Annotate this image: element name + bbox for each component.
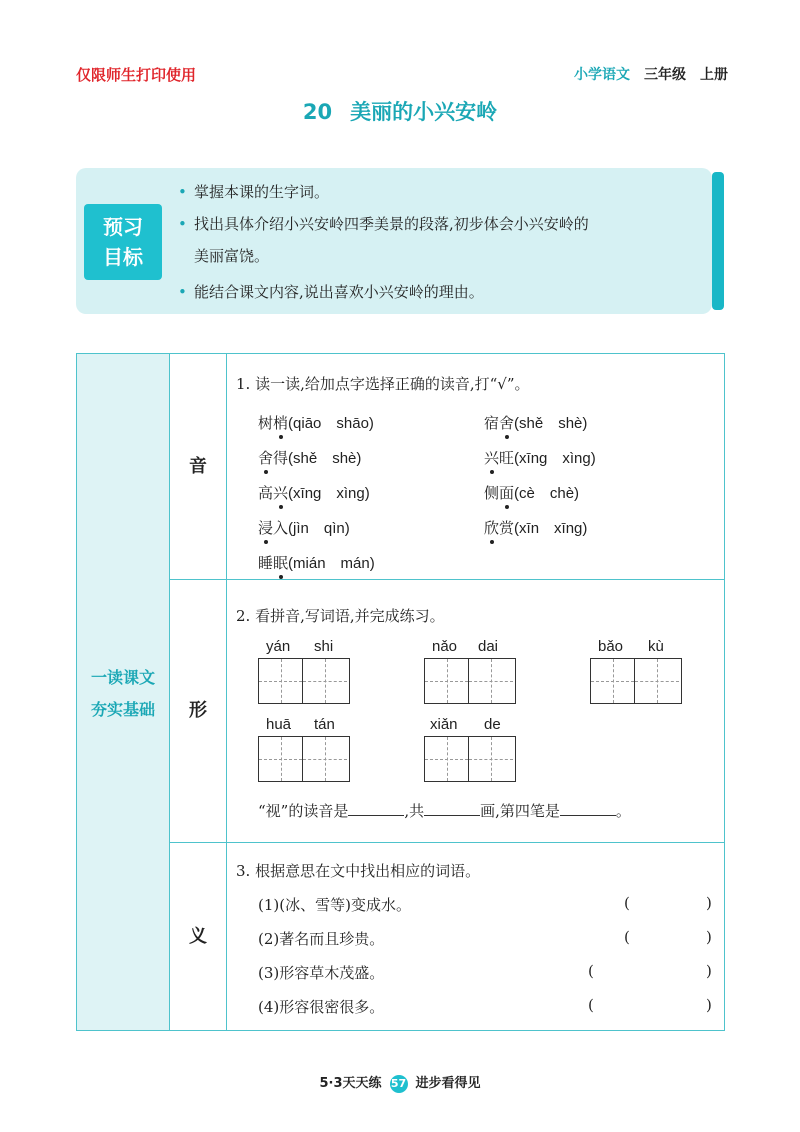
goals-list [178, 176, 712, 308]
writing-grid[interactable] [590, 658, 682, 704]
goals-badge-line1: 预习 [103, 215, 143, 239]
lesson-title [0, 96, 800, 126]
writing-grid[interactable] [258, 736, 350, 782]
word-pinyin: xiǎn de [430, 716, 501, 733]
answer-paren-open: ( [624, 928, 630, 946]
goals-accent-strip [712, 172, 724, 310]
q2-fill-sentence: “视”的读音是 ,共 画,第四笔是 。 [258, 802, 631, 820]
q3-item: (4)形容很密很多。 [258, 998, 385, 1016]
goal-item [178, 208, 712, 272]
goal-item-text: 找出具体介绍小兴安岭四季美景的段落,初步体会小兴安岭的 [194, 215, 589, 233]
category-form: 形 [170, 580, 227, 842]
word-box [258, 716, 350, 782]
goal-item: • 能结合课文内容,说出喜欢小兴安岭的理由。 [178, 276, 712, 308]
goals-badge-line2: 目标 [103, 245, 143, 269]
row-divider [170, 842, 724, 843]
word-box [424, 716, 516, 782]
page-footer [0, 1072, 800, 1093]
answer-blank[interactable] [348, 801, 404, 816]
answer-blank[interactable] [424, 801, 480, 816]
goals-badge [84, 204, 162, 280]
answer-paren-close: ) [706, 894, 712, 912]
q3-item: (3)形容草木茂盛。 [258, 964, 385, 982]
footer-slogan: 进步看得见 [415, 1076, 481, 1091]
term-label: 上册 [700, 67, 728, 83]
pronunciation-item: 宿舍(shě shè) [484, 414, 588, 432]
word-pinyin: nǎo dai [432, 638, 499, 655]
answer-paren-close: ) [706, 962, 712, 980]
grade-label: 三年级 [644, 67, 686, 83]
word-box [424, 638, 516, 704]
pronunciation-item: 舍得(shě shè) [258, 449, 362, 467]
word-pinyin: yán shi [266, 638, 334, 655]
footer-brand: 5·3天天练 [319, 1076, 382, 1091]
answer-paren-close: ) [706, 996, 712, 1014]
section-label [77, 662, 169, 726]
goal-item: • 掌握本课的生字词。 [178, 176, 712, 208]
q2-prompt: 2. 看拼音,写词语,并完成练习。 [236, 607, 445, 625]
pronunciation-item: 侧面(cè chè) [484, 484, 580, 502]
category-meaning: 义 [170, 843, 227, 1030]
q3-item: (2)著名而且珍贵。 [258, 930, 385, 948]
word-pinyin: bǎo kù [598, 638, 664, 655]
answer-paren-open: ( [588, 996, 594, 1014]
pronunciation-item: 兴旺(xīng xìng) [484, 449, 596, 467]
q1-grid [258, 406, 698, 581]
section-label-line2: 夯实基础 [90, 700, 155, 719]
answer-paren-open: ( [624, 894, 630, 912]
category-sound: 音 [170, 354, 227, 579]
writing-grid[interactable] [424, 658, 516, 704]
word-pinyin: huā tán [266, 716, 335, 733]
lesson-number: 20 [302, 100, 333, 124]
pronunciation-item: 浸入(jìn qìn) [258, 519, 350, 537]
word-box [258, 638, 350, 704]
pronunciation-item: 高兴(xīng xìng) [258, 484, 370, 502]
pronunciation-item: 欣赏(xīn xīng) [484, 519, 588, 537]
answer-paren-open: ( [588, 962, 594, 980]
word-box [590, 638, 682, 704]
print-notice: 仅限师生打印使用 [76, 66, 197, 84]
writing-grid[interactable] [424, 736, 516, 782]
section-label-line1: 一读课文 [90, 668, 155, 687]
pronunciation-item: 睡眠(mián mán) [258, 554, 375, 572]
q3-item: (1)(冰、雪等)变成水。 [258, 896, 411, 914]
goal-item-text-cont: 美丽富饶。 [194, 247, 270, 265]
writing-grid[interactable] [258, 658, 350, 704]
q1-prompt: 1. 读一读,给加点字选择正确的读音,打“√”。 [236, 375, 530, 393]
page-number: 57 [390, 1075, 408, 1093]
answer-blank[interactable] [560, 801, 616, 816]
answer-paren-close: ) [706, 928, 712, 946]
pronunciation-item: 树梢(qiāo shāo) [258, 414, 374, 432]
q1-items [258, 406, 698, 581]
lesson-name: 美丽的小兴安岭 [350, 100, 498, 124]
q3-prompt: 3. 根据意思在文中找出相应的词语。 [236, 862, 481, 880]
book-info [574, 64, 728, 84]
subject-label: 小学语文 [574, 67, 630, 83]
